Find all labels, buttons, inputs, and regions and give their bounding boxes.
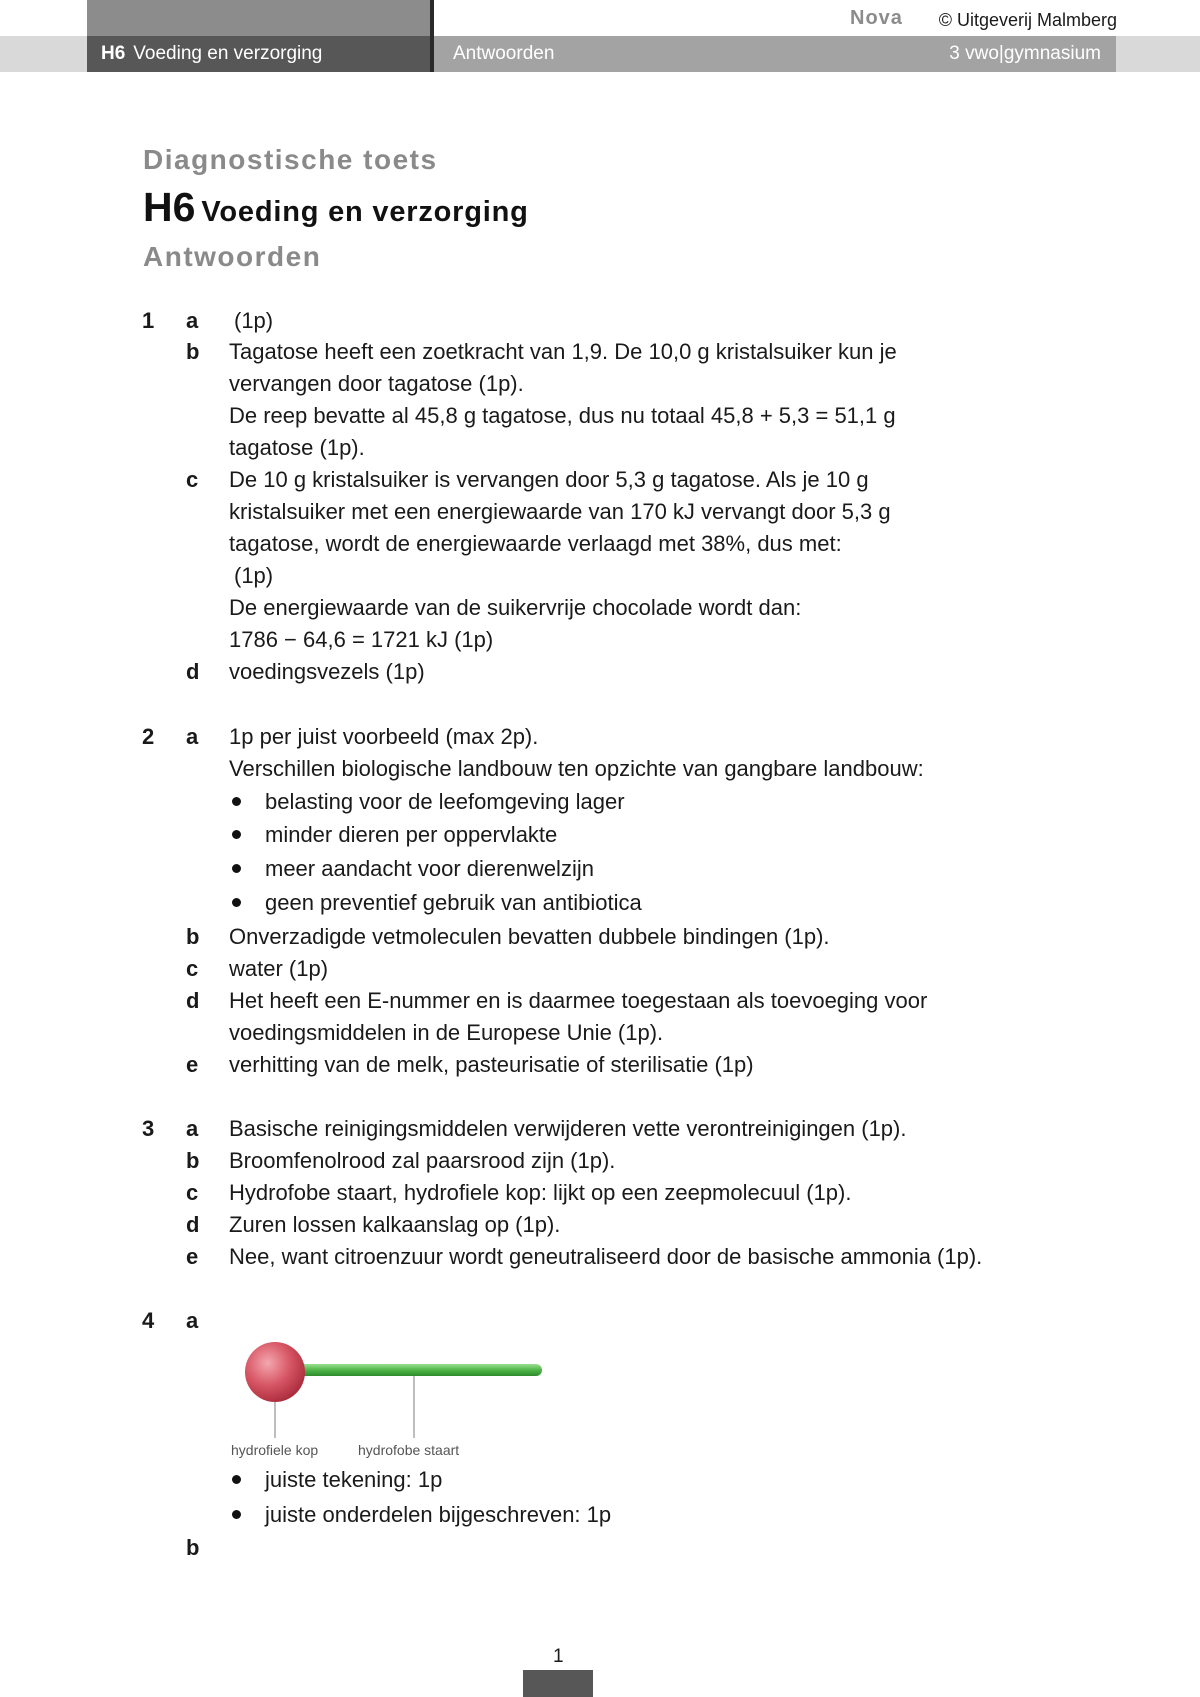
list-item	[229, 822, 557, 848]
bullet-text: meer aandacht voor dierenwelzijn	[265, 856, 594, 881]
answer-2e-line-1: verhitting van de melk, pasteurisatie of sterilisatie (1p)	[229, 1052, 754, 1077]
page-number: 1	[553, 1646, 564, 1667]
list-item	[229, 856, 594, 882]
list-item	[229, 890, 642, 916]
answer-1c-line-2: kristalsuiker met een energiewaarde van 170 kJ vervangt door 5,3 g	[229, 499, 891, 524]
question-4b-letter: b	[186, 1535, 200, 1560]
header-section: Antwoorden	[453, 43, 555, 64]
question-3d-letter: d	[186, 1212, 200, 1237]
page-title	[143, 184, 529, 231]
question-3b-letter: b	[186, 1148, 200, 1173]
tail-label: hydrofobe staart	[358, 1442, 460, 1458]
answer-1d-line-1: voedingsvezels (1p)	[229, 659, 425, 684]
question-2d-letter: d	[186, 988, 200, 1013]
header-divider	[430, 0, 434, 72]
question-3e-letter: e	[186, 1244, 199, 1269]
question-1b-letter: b	[186, 339, 200, 364]
question-4a-letter: a	[186, 1308, 199, 1333]
question-3c-letter: c	[186, 1180, 199, 1205]
brand-name: Nova	[850, 7, 903, 29]
answer-1b-line-2: vervangen door tagatose (1p).	[229, 371, 524, 396]
head-label: hydrofiele kop	[231, 1442, 319, 1458]
question-number-1: 1	[142, 308, 155, 333]
answer-3d-line-1: Zuren lossen kalkaanslag op (1p).	[229, 1212, 561, 1237]
title-code: H6	[143, 184, 196, 230]
bullet-icon	[232, 797, 241, 806]
bullet-icon	[232, 898, 241, 907]
question-number-4: 4	[142, 1308, 155, 1333]
header-level: 3 vwo|gymnasium	[949, 43, 1101, 64]
answer-2d-line-2: voedingsmiddelen in de Europese Unie (1p).	[229, 1020, 664, 1045]
answer-1b-line-1: Tagatose heeft een zoetkracht van 1,9. De 10,0 g kristalsuiker kun je	[229, 339, 897, 364]
bullet-text: geen preventief gebruik van antibiotica	[265, 890, 642, 915]
hydrophobic-tail	[284, 1364, 542, 1376]
answer-1c-line-1: De 10 g kristalsuiker is vervangen door 5,3 g tagatose. Als je 10 g	[229, 467, 869, 492]
header-chapter-code: H6	[101, 43, 126, 64]
list-item	[229, 1502, 611, 1528]
answer-3a-line-1: Basische reinigingsmiddelen verwijderen vette verontreinigingen (1p).	[229, 1116, 907, 1141]
soap-molecule-figure	[228, 1334, 568, 1460]
title-name: Voeding en verzorging	[201, 196, 529, 228]
question-1a-letter: a	[186, 308, 199, 333]
header-top-bar	[87, 0, 430, 36]
answer-1b-line-4: tagatose (1p).	[229, 435, 365, 460]
answer-1c-line-6: 1786 − 64,6 = 1721 kJ (1p)	[229, 627, 494, 652]
answer-3c-line-1: Hydrofobe staart, hydrofiele kop: lijkt op een zeepmolecuul (1p).	[229, 1180, 852, 1205]
answer-1c-line-4: (1p)	[234, 563, 274, 588]
answer-2a-line-2: Verschillen biologische landbouw ten opzichte van gangbare landbouw:	[229, 756, 924, 781]
question-2b-letter: b	[186, 924, 200, 949]
question-number-3: 3	[142, 1116, 155, 1141]
question-2c-letter: c	[186, 956, 199, 981]
bullet-text: juiste tekening: 1p	[265, 1467, 443, 1492]
answer-2a-line-1: 1p per juist voorbeeld (max 2p).	[229, 724, 539, 749]
question-1c-letter: c	[186, 467, 199, 492]
header-chapter-title: Voeding en verzorging	[133, 43, 323, 64]
bullet-text: juiste onderdelen bijgeschreven: 1p	[265, 1502, 612, 1527]
question-2a-letter: a	[186, 724, 199, 749]
answer-2d-line-1: Het heeft een E-nummer en is daarmee toegestaan als toevoeging voor	[229, 988, 928, 1013]
question-1d-letter: d	[186, 659, 200, 684]
question-3a-letter: a	[186, 1116, 199, 1141]
answer-3e-line-1: Nee, want citroenzuur wordt geneutraliseerd door de basische ammonia (1p).	[229, 1244, 983, 1269]
answer-1b-line-3: De reep bevatte al 45,8 g tagatose, dus nu totaal 45,8 + 5,3 = 51,1 g	[229, 403, 896, 428]
list-item	[229, 1467, 442, 1493]
bullet-icon	[232, 1510, 241, 1519]
answer-1a-line-1: (1p)	[234, 308, 274, 333]
question-number-2: 2	[142, 724, 155, 749]
answer-1c-line-3: tagatose, wordt de energiewaarde verlaagd met 38%, dus met:	[229, 531, 842, 556]
hydrophilic-head	[245, 1342, 305, 1402]
page-footer-tab	[523, 1670, 593, 1697]
bullet-text: belasting voor de leefomgeving lager	[265, 789, 625, 814]
question-2e-letter: e	[186, 1052, 199, 1077]
header-chapter	[101, 36, 322, 72]
bullet-icon	[232, 1475, 241, 1484]
bullet-icon	[232, 864, 241, 873]
copyright: © Uitgeverij Malmberg	[938, 10, 1117, 30]
title-kicker: Diagnostische toets	[143, 144, 438, 175]
bullet-icon	[232, 830, 241, 839]
title-subtitle: Antwoorden	[143, 241, 322, 272]
answer-2b-line-1: Onverzadigde vetmoleculen bevatten dubbele bindingen (1p).	[229, 924, 830, 949]
answer-2c-line-1: water (1p)	[229, 956, 329, 981]
answer-3b-line-1: Broomfenolrood zal paarsrood zijn (1p).	[229, 1148, 616, 1173]
bullet-text: minder dieren per oppervlakte	[265, 822, 558, 847]
answer-1c-line-5: De energiewaarde van de suikervrije chocolade wordt dan:	[229, 595, 802, 620]
list-item	[229, 789, 625, 815]
